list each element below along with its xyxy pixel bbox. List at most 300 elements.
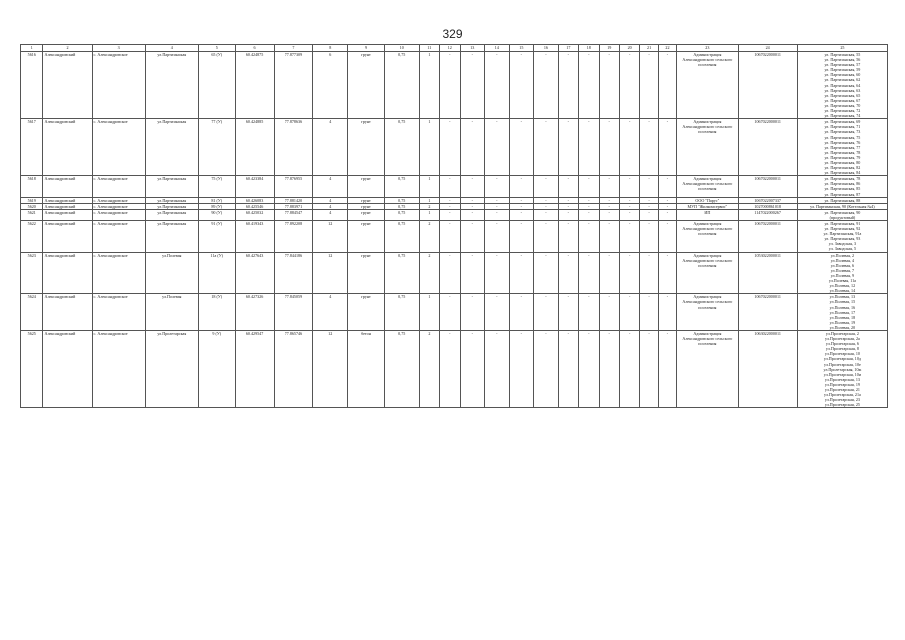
address-line: ул. Партизанская, 70 <box>824 102 861 108</box>
address-line: ул.Полевая, 2 <box>830 252 855 258</box>
address-line: ул. Партизанская, 67 <box>824 97 861 103</box>
table-cell-col-12: - <box>440 203 460 209</box>
table-cell-col-19: - <box>599 294 619 331</box>
table-cell-col-4: ул.Партизанская <box>145 197 198 203</box>
table-cell-col-13: - <box>460 294 485 331</box>
address-line: ул. Партизанская, 88 <box>824 197 861 203</box>
table-cell-col-6: 60.426083 <box>235 197 274 203</box>
table-cell-col-8: 12 <box>313 252 348 294</box>
page-number: 329 <box>442 27 463 41</box>
table-cell-col-12: - <box>440 119 460 176</box>
address-line: ул. Партизанская, 78 <box>824 149 861 155</box>
column-number-25: 25 <box>797 45 887 52</box>
table-cell-col-23: Администрация Александровского сельского поселения <box>677 119 738 176</box>
address-line: ул. Партизанская, 92 <box>824 226 861 232</box>
table-cell-col-15: - <box>509 119 534 176</box>
table-row <box>21 52 888 119</box>
table-cell-col-5: 11а (У) <box>198 252 235 294</box>
address-line: (продуктовый) <box>829 214 856 220</box>
address-line: ул. Партизанская, 73 <box>824 129 861 135</box>
address-line: ул.Полевая, 17 <box>829 309 856 315</box>
table-cell-col-11: 1 <box>419 52 439 119</box>
address-line: ул. Партизанская, 91 <box>824 221 861 226</box>
table-cell-col-3: с. Александровское <box>92 252 145 294</box>
column-number-20: 20 <box>619 45 639 52</box>
table-cell-col-7: 77.878636 <box>274 119 313 176</box>
table-cell-col-20: - <box>619 119 639 176</box>
address-line: ул. Партизанская, 65 <box>824 92 861 98</box>
table-cell-col-12: - <box>440 330 460 407</box>
table-cell-col-13: - <box>460 209 485 220</box>
table-cell-col-24: 1147022000267 <box>738 209 797 220</box>
column-number-11: 11 <box>419 45 439 52</box>
address-line: ул. Партизанская, 56 <box>824 57 861 63</box>
table-cell-col-8: 4 <box>313 203 348 209</box>
address-line: ул. Партизанская, 82 <box>824 165 861 171</box>
table-cell-col-16: - <box>534 209 559 220</box>
address-line: ул.Полевая, 6 <box>830 262 855 268</box>
table-cell-col-2: Александровский <box>43 252 92 294</box>
table-cell-col-3: с. Александровское <box>92 176 145 197</box>
address-line: ул.Пролетарская, 2 <box>825 330 859 336</box>
table-cell-col-4: ул.Полевая <box>145 294 198 331</box>
table-cell-col-15: - <box>509 203 534 209</box>
table-cell-col-9: грунт <box>348 52 385 119</box>
address-line: ул. Партизанская, 85 <box>824 186 861 192</box>
table-cell-col-9: грунт <box>348 203 385 209</box>
table-cell-col-18: - <box>579 176 599 197</box>
table-cell-col-4: ул.Полевая <box>145 252 198 294</box>
table-cell-col-13: - <box>460 203 485 209</box>
address-line: ул. Партизанская, 59 <box>824 67 861 73</box>
table-cell-col-21: - <box>640 252 658 294</box>
table-cell-col-9: грунт <box>348 252 385 294</box>
table-cell-col-8: 4 <box>313 119 348 176</box>
table-cell-col-14: - <box>485 330 510 407</box>
address-line: ул.Полевая, 14 <box>829 288 856 294</box>
table-cell-col-24: 1067022000011 <box>738 221 797 253</box>
table-cell-col-22: - <box>658 176 676 197</box>
column-number-23: 23 <box>677 45 738 52</box>
table-cell-col-10: 0,75 <box>384 221 419 253</box>
address-line: ул. Партизанская, 77 <box>824 144 861 150</box>
table-cell-col-21: - <box>640 221 658 253</box>
table-cell-col-4: ул.Партизанская <box>145 203 198 209</box>
table-cell-col-17: - <box>558 252 578 294</box>
table-cell-col-10: 0,75 <box>384 203 419 209</box>
table-cell-col-14: - <box>485 203 510 209</box>
table-cell-col-8: 4 <box>313 176 348 197</box>
table-cell-col-16: - <box>534 52 559 119</box>
table-cell-col-17: - <box>558 330 578 407</box>
table-cell-col-19: - <box>599 119 619 176</box>
table-cell-col-22: - <box>658 221 676 253</box>
address-line: ул.Пролетарская, 13 <box>824 376 860 382</box>
table-cell-col-12: - <box>440 52 460 119</box>
table-cell-col-12: - <box>440 294 460 331</box>
table-cell-col-21: - <box>640 330 658 407</box>
table-cell-col-15: - <box>509 221 534 253</box>
address-line: ул.Полевая, 16 <box>829 304 856 310</box>
table-cell-col-14: - <box>485 221 510 253</box>
table-cell-col-11: 2 <box>419 330 439 407</box>
table-cell-col-17: - <box>558 197 578 203</box>
table-cell-col-3: с. Александровское <box>92 203 145 209</box>
table-cell-col-19: - <box>599 197 619 203</box>
table-cell-col-3: с. Александровское <box>92 221 145 253</box>
column-number-24: 24 <box>738 45 797 52</box>
table-cell-col-24: 1063022000011 <box>738 330 797 407</box>
table-cell-col-17: - <box>558 294 578 331</box>
table-cell-col-22: - <box>658 197 676 203</box>
table-cell-col-20: - <box>619 221 639 253</box>
registry-body <box>21 52 888 408</box>
table-cell-col-10: 0,75 <box>384 330 419 407</box>
table-cell-col-16: - <box>534 252 559 294</box>
table-cell-col-9: грунт <box>348 209 385 220</box>
table-cell-col-6: 60.424875 <box>235 52 274 119</box>
column-number-7: 7 <box>274 45 313 52</box>
table-cell-col-12: - <box>440 209 460 220</box>
table-cell-col-15: - <box>509 197 534 203</box>
table-row <box>21 119 888 176</box>
address-line: ул.Пролетарская, 23 <box>824 397 860 403</box>
address-line: ул.Пролетарская, 21а <box>823 392 861 398</box>
address-line: ул.Полевая, 4 <box>830 257 855 263</box>
table-cell-col-24: 1067022000011 <box>738 176 797 197</box>
table-cell-col-6: 60.427643 <box>235 252 274 294</box>
table-cell-col-5: 18 (У) <box>198 294 235 331</box>
column-number-6: 6 <box>235 45 274 52</box>
table-cell-col-8: 6 <box>313 52 348 119</box>
table-cell-col-2: Александровский <box>43 209 92 220</box>
table-cell-col-9: грунт <box>348 119 385 176</box>
table-cell-col-7: 77.877309 <box>274 52 313 119</box>
address-line: ул. Партизанская, 86 <box>824 181 861 187</box>
table-cell-col-20: - <box>619 330 639 407</box>
table-cell-col-16: - <box>534 330 559 407</box>
table-cell-col-1: 5620 <box>21 203 43 209</box>
table-cell-col-21: - <box>640 52 658 119</box>
column-number-5: 5 <box>198 45 235 52</box>
table-cell-col-18: - <box>579 294 599 331</box>
table-cell-col-14: - <box>485 294 510 331</box>
table-cell-col-3: с. Александровское <box>92 197 145 203</box>
table-cell-col-12: - <box>440 197 460 203</box>
address-line: ул.Пролетарская, 10и <box>823 371 862 377</box>
table-cell-col-14: - <box>485 176 510 197</box>
table-cell-col-7: 77.876955 <box>274 176 313 197</box>
address-line: ул. Партизанская, 75 <box>824 134 861 140</box>
table-cell-col-2: Александровский <box>43 119 92 176</box>
address-line: ул.Полевая, 7 <box>830 267 855 273</box>
table-cell-col-1: 5617 <box>21 119 43 176</box>
column-number-22: 22 <box>658 45 676 52</box>
table-cell-col-17: - <box>558 203 578 209</box>
table-cell-col-5: 81 (У) <box>198 197 235 203</box>
table-cell-col-5: 65 (У) <box>198 52 235 119</box>
table-cell-col-23: МУП "Жилкомсервис" <box>677 203 738 209</box>
table-cell-col-22: - <box>658 203 676 209</box>
table-cell-col-17: - <box>558 119 578 176</box>
column-number-3: 3 <box>92 45 145 52</box>
table-cell-col-8: 12 <box>313 221 348 253</box>
table-cell-col-5: 91 (У) <box>198 221 235 253</box>
table-cell-col-11: 2 <box>419 221 439 253</box>
table-cell-col-11: 1 <box>419 197 439 203</box>
table-cell-col-8: 4 <box>313 209 348 220</box>
table-cell-col-1: 5616 <box>21 52 43 119</box>
table-cell-col-22: - <box>658 330 676 407</box>
table-cell-col-17: - <box>558 176 578 197</box>
table-cell-col-8: 4 <box>313 294 348 331</box>
table-cell-col-23: Администрация Александровского сельского поселения <box>677 176 738 197</box>
table-cell-col-23: Администрация Александровского сельского поселения <box>677 330 738 407</box>
address-list-cell <box>797 119 887 176</box>
address-line: ул.Полевая, 9 <box>830 272 855 278</box>
table-cell-col-21: - <box>640 203 658 209</box>
table-row <box>21 330 888 407</box>
table-cell-col-6: 60.424885 <box>235 119 274 176</box>
table-cell-col-9: бетон <box>348 330 385 407</box>
table-cell-col-2: Александровский <box>43 197 92 203</box>
table-cell-col-10: 0,75 <box>384 176 419 197</box>
address-line: ул.Пролетарская, 8 <box>825 346 859 352</box>
address-line: ул.Пролетарская, 10ж <box>823 366 862 372</box>
table-cell-col-7: 77.865746 <box>274 330 313 407</box>
table-cell-col-5: 89 (У) <box>198 203 235 209</box>
address-list-cell <box>797 221 887 253</box>
table-cell-col-17: - <box>558 209 578 220</box>
table-cell-col-8: 12 <box>313 330 348 407</box>
table-cell-col-24: 1067022007337 <box>738 197 797 203</box>
column-number-18: 18 <box>579 45 599 52</box>
table-cell-col-10: 0,75 <box>384 197 419 203</box>
address-line: ул.Пролетарская, 10е <box>823 361 861 367</box>
address-line: ул.Пролетарская, 21 <box>824 387 860 392</box>
address-line: ул.Пролетарская, 6 <box>825 341 859 347</box>
table-cell-col-5: 90 (У) <box>198 209 235 220</box>
address-line: ул.Полевая, 13 <box>829 294 856 300</box>
table-cell-col-20: - <box>619 209 639 220</box>
table-cell-col-1: 5621 <box>21 209 43 220</box>
column-number-15: 15 <box>509 45 534 52</box>
address-line: ул. Партизанская, 69 <box>824 119 861 125</box>
table-cell-col-16: - <box>534 176 559 197</box>
table-cell-col-18: - <box>579 252 599 294</box>
table-cell-col-24: 1067022000011 <box>738 52 797 119</box>
table-cell-col-14: - <box>485 252 510 294</box>
table-cell-col-3: с. Александровское <box>92 294 145 331</box>
table-cell-col-1: 5618 <box>21 176 43 197</box>
table-cell-col-19: - <box>599 176 619 197</box>
address-line: ул.Пролетарская, 2а <box>824 336 860 342</box>
table-cell-col-17: - <box>558 221 578 253</box>
table-row <box>21 294 888 331</box>
table-row <box>21 221 888 253</box>
table-cell-col-6: 60.427326 <box>235 294 274 331</box>
address-line: ул. Партизанская, 80 <box>824 159 861 165</box>
address-line: ул. Партизанская, 74 <box>824 113 861 119</box>
table-cell-col-21: - <box>640 197 658 203</box>
table-cell-col-7: 77.883971 <box>274 203 313 209</box>
table-cell-col-18: - <box>579 330 599 407</box>
column-number-14: 14 <box>485 45 510 52</box>
table-cell-col-16: - <box>534 119 559 176</box>
column-number-12: 12 <box>440 45 460 52</box>
table-cell-col-21: - <box>640 294 658 331</box>
address-line: ул. Партизанская, 71 <box>824 124 861 130</box>
table-cell-col-22: - <box>658 252 676 294</box>
address-line: ул. Партизанская, 78 <box>824 176 861 182</box>
table-cell-col-6: 60.425546 <box>235 203 274 209</box>
address-line: ул.Пролетарская, 10д <box>823 356 861 362</box>
address-line: ул. Партизанская, 87 <box>824 191 861 197</box>
address-line: ул. Партизанская, 60 <box>824 72 861 78</box>
table-cell-col-6: 60.429547 <box>235 330 274 407</box>
table-cell-col-6: 60.419343 <box>235 221 274 253</box>
table-cell-col-11: 2 <box>419 252 439 294</box>
table-cell-col-23: Администрация Александровского сельского поселения <box>677 52 738 119</box>
table-cell-col-4: ул.Партизанская <box>145 221 198 253</box>
table-cell-col-13: - <box>460 52 485 119</box>
column-number-19: 19 <box>599 45 619 52</box>
table-cell-col-7: 77.892208 <box>274 221 313 253</box>
column-number-8: 8 <box>313 45 348 52</box>
table-cell-col-14: - <box>485 52 510 119</box>
column-number-9: 9 <box>348 45 385 52</box>
table-cell-col-24: 1027000861018 <box>738 203 797 209</box>
table-cell-col-2: Александровский <box>43 330 92 407</box>
table-cell-col-1: 5624 <box>21 294 43 331</box>
table-cell-col-7: 77.845059 <box>274 294 313 331</box>
table-cell-col-22: - <box>658 119 676 176</box>
table-cell-col-2: Александровский <box>43 52 92 119</box>
table-cell-col-13: - <box>460 197 485 203</box>
table-cell-col-20: - <box>619 176 639 197</box>
table-cell-col-17: - <box>558 52 578 119</box>
table-cell-col-18: - <box>579 52 599 119</box>
address-line: ул. Партизанская, 57 <box>824 62 861 68</box>
table-cell-col-9: грунт <box>348 294 385 331</box>
table-cell-col-22: - <box>658 294 676 331</box>
table-row <box>21 176 888 197</box>
table-cell-col-2: Александровский <box>43 203 92 209</box>
address-line: ул.Пролетарская, 10 <box>824 351 860 357</box>
table-cell-col-19: - <box>599 203 619 209</box>
table-cell-col-15: - <box>509 252 534 294</box>
address-list-cell <box>797 52 887 119</box>
address-line: ул. Партизанская, 84 <box>824 170 861 176</box>
column-number-21: 21 <box>640 45 658 52</box>
table-cell-col-11: 1 <box>419 176 439 197</box>
table-cell-col-18: - <box>579 209 599 220</box>
table-cell-col-21: - <box>640 209 658 220</box>
table-cell-col-23: Администрация Александровского сельского поселения <box>677 252 738 294</box>
address-line: ул. Партизанская, 93 <box>824 236 861 242</box>
table-cell-col-9: грунт <box>348 176 385 197</box>
table-cell-col-11: 1 <box>419 209 439 220</box>
table-cell-col-10: 0,75 <box>384 119 419 176</box>
address-line: ул. Партизанская, 90 <box>824 209 861 215</box>
column-number-1: 1 <box>21 45 43 52</box>
table-cell-col-21: - <box>640 176 658 197</box>
table-cell-col-4: ул.Партизанская <box>145 176 198 197</box>
table-cell-col-1: 5625 <box>21 330 43 407</box>
table-cell-col-20: - <box>619 203 639 209</box>
table-cell-col-7: 77.844186 <box>274 252 313 294</box>
column-number-16: 16 <box>534 45 559 52</box>
table-cell-col-13: - <box>460 119 485 176</box>
table-cell-col-3: с. Александровское <box>92 330 145 407</box>
address-line: ул. Партизанская, 64 <box>824 82 861 88</box>
table-cell-col-15: - <box>509 330 534 407</box>
table-cell-col-6: 60.425032 <box>235 209 274 220</box>
table-cell-col-8: 4 <box>313 197 348 203</box>
table-row <box>21 252 888 294</box>
address-line: ул. Партизанская, 63 <box>824 87 861 93</box>
table-cell-col-18: - <box>579 221 599 253</box>
table-cell-col-21: - <box>640 119 658 176</box>
table-cell-col-15: - <box>509 52 534 119</box>
table-cell-col-19: - <box>599 221 619 253</box>
column-number-10: 10 <box>384 45 419 52</box>
table-cell-col-11: 2 <box>419 203 439 209</box>
address-line: ул. Партизанская, 90 (Котельная №4) <box>810 203 875 209</box>
address-line: ул. Заводская, 5 <box>828 246 857 252</box>
table-cell-col-15: - <box>509 176 534 197</box>
address-line: ул.Полевая, 11а <box>828 278 856 284</box>
column-number-2: 2 <box>43 45 92 52</box>
table-cell-col-13: - <box>460 252 485 294</box>
table-cell-col-12: - <box>440 176 460 197</box>
address-list-cell <box>797 209 887 220</box>
address-list-cell <box>797 203 887 209</box>
table-cell-col-13: - <box>460 221 485 253</box>
table-cell-col-19: - <box>599 52 619 119</box>
table-cell-col-5: 9 (У) <box>198 330 235 407</box>
table-cell-col-10: 0,75 <box>384 209 419 220</box>
table-cell-col-4: ул.Партизанская <box>145 119 198 176</box>
table-cell-col-15: - <box>509 294 534 331</box>
table-cell-col-13: - <box>460 176 485 197</box>
address-line: ул.Полевая, 18 <box>829 314 856 320</box>
table-cell-col-16: - <box>534 294 559 331</box>
table-cell-col-12: - <box>440 221 460 253</box>
table-cell-col-7: 77.884547 <box>274 209 313 220</box>
address-list-cell <box>797 252 887 294</box>
address-list-cell <box>797 330 887 407</box>
table-cell-col-3: с. Александровское <box>92 119 145 176</box>
table-cell-col-18: - <box>579 119 599 176</box>
table-cell-col-9: грунт <box>348 221 385 253</box>
table-row <box>21 209 888 220</box>
table-cell-col-24: 1067022000011 <box>738 119 797 176</box>
address-line: ул. Партизанская, 72 <box>824 108 861 114</box>
table-cell-col-16: - <box>534 203 559 209</box>
registry-table <box>20 44 888 408</box>
table-cell-col-12: - <box>440 252 460 294</box>
table-cell-col-22: - <box>658 209 676 220</box>
address-list-cell <box>797 294 887 331</box>
address-line: ул.Полевая, 15 <box>829 299 856 305</box>
table-cell-col-2: Александровский <box>43 176 92 197</box>
table-cell-col-19: - <box>599 330 619 407</box>
table-cell-col-22: - <box>658 52 676 119</box>
table-cell-col-23: Администрация Александровского сельского поселения <box>677 221 738 253</box>
table-cell-col-5: 75 (У) <box>198 176 235 197</box>
table-cell-col-3: с. Александровское <box>92 209 145 220</box>
